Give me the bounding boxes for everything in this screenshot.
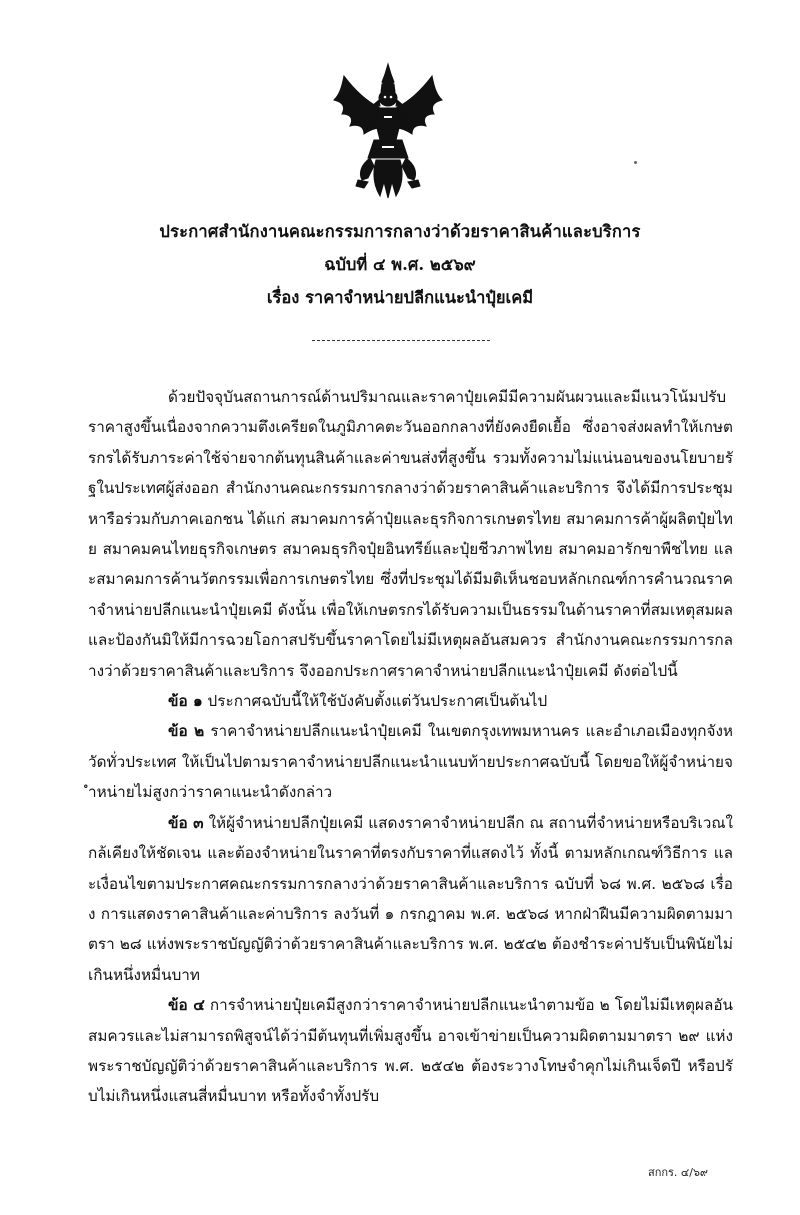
scan-speck: [634, 161, 637, 164]
clause-3-text: ให้ผู้จำหน่ายปลีกปุ๋ยเคมี แสดงราคาจำหน่ายปลีก ณ สถานที่จำหน่ายหรือบริเวณใกล้เคียงให้ชัดเจน และต้องจำหน่ายในราคาที่ตรงกับราคาที่แสดงไว้ ทั้งนี้ ตามหลักเกณฑ์วิธีการ และเงื่อนไขตามประกาศคณะกรรมการกลางว่าด้วยราคาสินค้าและบริการ ฉบับที่ ๖๘ พ.ศ. ๒๕๖๘ เรื่อง การแสดงราคาสินค้าและค่าบริการ ลงวันที่ ๑ กรกฎาคม พ.ศ. ๒๕๖๘ หากฝ่าฝืนมีความผิดตามมาตรา ๒๘ แห่งพระราชบัญญัติว่าด้วยราคาสินค้าและบริการ พ.ศ. ๒๕๔๒ ต้องชำระค่าปรับเป็นพินัยไม่เกินหนึ่งหมื่นบาท: [88, 813, 733, 984]
clause-4-label: ข้อ ๔: [168, 996, 205, 1015]
document-code: สกกร. ๔/๖๙: [647, 1166, 708, 1179]
clause-3-label: ข้อ ๓: [168, 813, 204, 832]
clause-2-label: ข้อ ๒: [168, 722, 205, 741]
clause-3: [88, 808, 733, 990]
intro-paragraph: ด้วยปัจจุบันสถานการณ์ด้านปริมาณและราคาปุ๋ยเคมีมีความผันผวนและมีแนวโน้มปรับราคาสูงขึ้นเนื่องจากความตึงเครียดในภูมิภาคตะวันออกกลางที่ยังคงยืดเยื้อ ซึ่งอาจส่งผลทำให้เกษตรกรได้รับภาระค่าใช้จ่ายจากต้นทุนสินค้าและค่าขนส่งที่สูงขึ้น รวมทั้งความไม่แน่นอนของนโยบายรัฐในประเทศผู้ส่งออก สำนักงานคณะกรรมการกลางว่าด้วยราคาสินค้าและบริการ จึงได้มีการประชุมหารือร่วมกับภาคเอกชน ได้แก่ สมาคมการค้าปุ๋ยและธุรกิจการเกษตรไทย สมาคมการค้าผู้ผลิตปุ๋ยไทย สมาคมคนไทยธุรกิจเกษตร สมาคมธุรกิจปุ๋ยอินทรีย์และปุ๋ยชีวภาพไทย สมาคมอารักขาพืชไทย และสมาคมการค้านวัตกรรมเพื่อการเกษตรไทย ซึ่งที่ประชุมได้มีมติเห็นชอบหลักเกณฑ์การคำนวณราคาจำหน่ายปลีกแนะนำปุ๋ยเคมี ดังนั้น เพื่อให้เกษตรกรได้รับความเป็นธรรมในด้านราคาที่สมเหตุสมผลและป้องกันมิให้มีการฉวยโอกาสปรับขึ้นราคาโดยไม่มีเหตุผลอันสมควร สำนักงานคณะกรรมการกลางว่าด้วยราคาสินค้าและบริการ จึงออกประกาศราคาจำหน่ายปลีกแนะนำปุ๋ยเคมี ดังต่อไปนี้: [88, 388, 733, 680]
garuda-emblem-icon: [328, 62, 448, 202]
document-body: [88, 382, 733, 1112]
clause-4-text: การจำหน่ายปุ๋ยเคมีสูงกว่าราคาจำหน่ายปลีกแนะนำตามข้อ ๒ โดยไม่มีเหตุผลอันสมควรและไม่สามารถพิสูจน์ได้ว่ามีต้นทุนที่เพิ่มสูงขึ้น อาจเข้าข่ายเป็นความผิดตามมาตรา ๒๙ แห่งพระราชบัญญัติว่าด้วยราคาสินค้าและบริการ พ.ศ. ๒๕๔๒ ต้องระวางโทษจำคุกไม่เกินเจ็ดปี หรือปรับไม่เกินหนึ่งแสนสี่หมื่นบาท หรือทั้งจำทั้งปรับ: [88, 996, 734, 1106]
clause-2-text: ราคาจำหน่ายปลีกแนะนำปุ๋ยเคมี ในเขตกรุงเทพมหานคร และอำเภอเมืองทุกจังหวัดทั่วประเทศ ให้เป็นไปตามราคาจำหน่ายปลีกแนะนำแนบท้ายประกาศฉบับนี้ โดยขอให้ผู้จำหน่ายจำหน่ายไม่สูงกว่าราคาแนะนำดังกล่าว: [88, 722, 733, 802]
clause-1-text: ประกาศฉบับนี้ให้ใช้บังคับตั้งแต่วันประกาศเป็นต้นไป: [202, 692, 548, 711]
document-header: [0, 215, 800, 314]
announcement-title: ประกาศสำนักงานคณะกรรมการกลางว่าด้วยราคาสินค้าและบริการ: [159, 222, 641, 241]
announcement-subject: เรื่อง ราคาจำหน่ายปลีกแนะนำปุ๋ยเคมี: [266, 288, 534, 307]
announcement-number: ฉบับที่ ๔ พ.ศ. ๒๕๖๙: [324, 255, 476, 274]
clause-2: [88, 716, 733, 807]
clause-1-label: ข้อ ๑: [168, 692, 203, 711]
header-divider: [312, 340, 490, 341]
clause-1: [88, 686, 733, 716]
clause-4: [88, 990, 733, 1112]
